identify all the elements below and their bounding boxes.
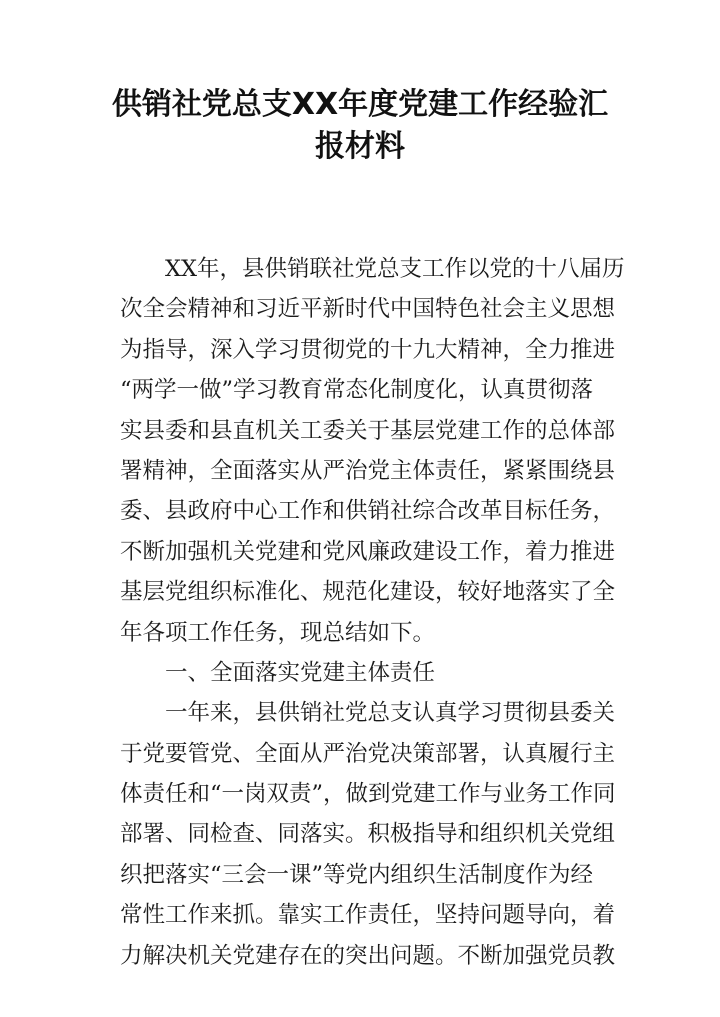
document-title (110, 84, 610, 168)
body-line: 次全会精神和习近平新时代中国特色社会主义思想 (120, 296, 616, 323)
body-line: 常性工作来抓。靠实工作责任，坚持问题导向，着 (120, 902, 616, 929)
title-line: 供销社党总支XX年度党建工作经验汇 (111, 87, 609, 122)
body-line: 部署、同检查、同落实。积极指导和组织机关党组 (120, 821, 616, 848)
body-line: 织把落实“三会一课”等党内组织生活制度作为经 (120, 861, 594, 888)
body-line: 实县委和县直机关工委关于基层党建工作的总体部 (120, 417, 616, 444)
body-line: 年各项工作任务，现总结如下。 (120, 619, 436, 646)
body-line: 于党要管党、全面从严治党决策部署，认真履行主 (120, 740, 616, 767)
paragraph-intro-first-line: XX年，县供销联社党总支工作以党的十八届历 (165, 256, 625, 282)
body-line: 为指导，深入学习贯彻党的十九大精神，全力推进 (120, 336, 616, 363)
body-line: 署精神，全面落实从严治党主体责任，紧紧围绕县 (120, 457, 616, 484)
body-line: 不断加强机关党建和党风廉政建设工作，着力推进 (120, 538, 616, 565)
body-line: “两学一做”学习教育常态化制度化，认真贯彻落 (120, 377, 594, 404)
document-body (120, 249, 625, 976)
title-line: 报材料 (315, 129, 405, 164)
body-line: 委、县政府中心工作和供销社综合改革目标任务， (120, 498, 616, 525)
body-line: 体责任和“一岗双责”，做到党建工作与业务工作同 (120, 781, 616, 808)
body-line: 基层党组织标准化、规范化建设，较好地落实了全 (120, 579, 616, 606)
section-heading-1: 一、全面落实党建主体责任 (165, 659, 436, 686)
body-line: 力解决机关党建存在的突出问题。不断加强党员教 (120, 942, 616, 969)
paragraph-section1-first-line: 一年来，县供销社党总支认真学习贯彻县委关 (165, 700, 616, 727)
